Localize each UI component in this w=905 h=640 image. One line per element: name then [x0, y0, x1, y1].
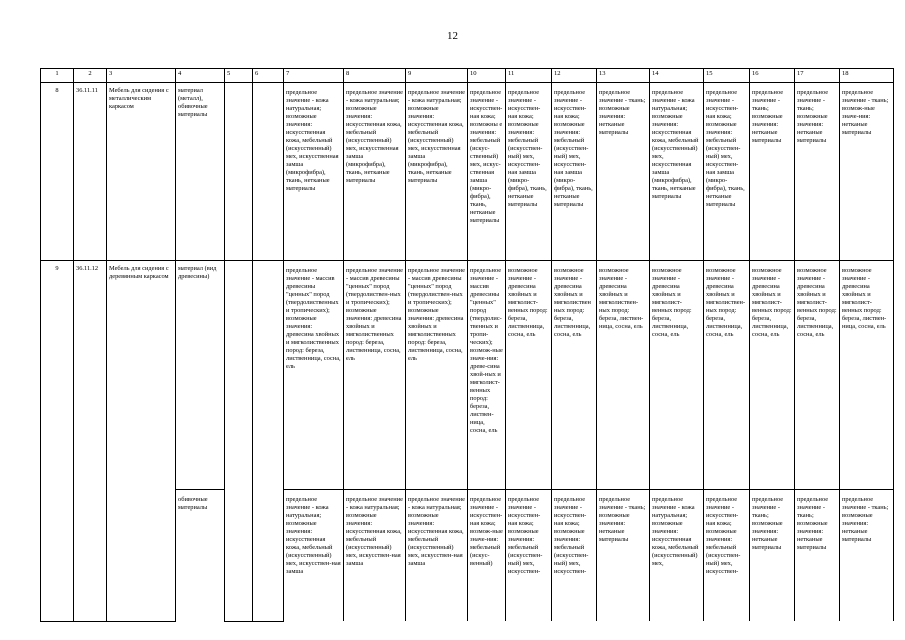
- table-cell: предельное значение - массив древесины "ценных" пород (твердолиствен-ных и тропических); возможные значения: древесина хвойных и мягколиственных пород: береза, лиственница, сосна, ель: [406, 261, 468, 490]
- okpd-code: 36.11.11: [74, 83, 107, 261]
- column-number: 1: [41, 69, 74, 83]
- table-cell: предельное значение - ткань; возможные значения: нетканые материалы: [795, 490, 840, 622]
- column-number: 15: [704, 69, 750, 83]
- table-cell: предельное значение - искусствен-ная кожа; возможные значения: мебельный (искусствен-ный) мех, искусствен-: [704, 490, 750, 622]
- table-row: [41, 83, 894, 261]
- table-cell: возможное значение - древесина хвойных и мягколист-венных пород: береза, лиственница, сосна, ель: [795, 261, 840, 490]
- table-row: [41, 261, 894, 490]
- table-cell: предельное значение - искусствен-ная кожа; возмож-ные значе-ния: мебельный (искус-венный): [468, 490, 506, 622]
- table-cell: предельное значение - искусствен-ная кожа; возможные значения: мебельный (искусствен-ный) мех, искусствен-: [506, 490, 552, 622]
- column-number: 16: [750, 69, 795, 83]
- specification-table: [40, 68, 894, 622]
- characteristic: обивочные материалы: [176, 490, 225, 622]
- table-cell: предельное значение - искусствен-ная кожа; возможные значения: мебельный (искусствен-ный) мех, искусствен-ная замша (микро-фибра), ткань, нетканые материалы: [704, 83, 750, 261]
- table-cell: возможное значение - древесина хвойных и мягколист-венных пород: береза, лиственница, сосна, ель: [506, 261, 552, 490]
- product-name: Мебель для сидения с металлическим каркасом: [107, 83, 176, 261]
- table-cell: предельное значение - искусствен-ная кожа; возможные значения: мебельный (искусствен-ный) мех, искусствен-ная замша (микро-фибра), ткань, нетканые материалы: [552, 83, 597, 261]
- column-number: 5: [225, 69, 253, 83]
- column-number: 8: [344, 69, 406, 83]
- table-cell: предельное значение - кожа натуральная; возможные значения: искусственная кожа, мебельный (искусственный) мех, искусственная замша (микрофибра), ткань, нетканые материалы: [406, 83, 468, 261]
- page-number: 12: [447, 30, 458, 42]
- column-number: 3: [107, 69, 176, 83]
- table-cell: возможное значение - древесина хвойных и мягколиствен-ных пород: береза, лиственница, сосна, ель: [704, 261, 750, 490]
- table-cell: возможное значение - древесина хвойных и мягколист-венных пород: береза, листвен-ница, сосна, ель: [840, 261, 894, 490]
- column-number: 11: [506, 69, 552, 83]
- table-cell: предельное значение - ткань; возможные значения: нетканые материалы: [597, 83, 650, 261]
- product-name: Мебель для сидения с деревянным каркасом: [107, 261, 176, 622]
- column-number: 10: [468, 69, 506, 83]
- table-cell: предельное значение - ткань; возможные значения: нетканые материалы: [750, 490, 795, 622]
- table-cell: возможное значение - древесина хвойных и мягколиствен-ных пород: береза, листвен-ница, сосна, ель: [597, 261, 650, 490]
- table-cell: предельное значение - кожа натуральная; возможные значения: искусственная кожа, мебельный (искусственный) мех, искусствен-ная замша: [344, 490, 406, 622]
- table-cell: предельное значение - ткань; возможные значения: нетканые материалы: [597, 490, 650, 622]
- column-number: 13: [597, 69, 650, 83]
- table-cell: предельное значение - кожа натуральная; возможные значения: искусственная кожа, мебельный (искусственный) мех, искусственная замша (микрофибра), ткань, нетканые материалы: [344, 83, 406, 261]
- column-number: 7: [284, 69, 344, 83]
- column-number-row: [41, 69, 894, 83]
- characteristic: материал (металл), обивочные материалы: [176, 83, 225, 261]
- table-cell: предельное значение - массив древесины "ценных" пород (твердолис-твенных и тропи-ческих); возмож-ные значе-ния: древе-сина хвой-ных и мягколист-венных пород: береза, листвен-ница, сосна, ель: [468, 261, 506, 490]
- column-number: 12: [552, 69, 597, 83]
- table-cell: предельное значение - кожа натуральная; возможные значения: искусственная кожа, мебельный (искусственный) мех, искусствен-ная замша: [406, 490, 468, 622]
- table-cell: [225, 261, 253, 622]
- row-number: 8: [41, 83, 74, 261]
- characteristic: материал (вид древесины): [176, 261, 225, 490]
- table-cell: предельное значение - ткань; возмож-ные значе-ния: нетканые материалы: [840, 83, 894, 261]
- okpd-code: 36.11.12: [74, 261, 107, 622]
- column-number: 14: [650, 69, 704, 83]
- column-number: 18: [840, 69, 894, 83]
- table-cell: возможное значение - древесина хвойных и мягколист-венных пород: береза, лиственница, сосна, ель: [750, 261, 795, 490]
- table-cell: предельное значение - кожа натуральная; возможные значения: искусственная кожа, мебельный (искусственный) мех, искусственная замша (микрофибра), ткань, нетканые материалы: [284, 83, 344, 261]
- table-cell: предельное значение - искусствен-ная кожа; возможные значения: мебельный (искусствен-ный) мех, искусствен-ная замша (микро-фибра), ткань, нетканые материалы: [506, 83, 552, 261]
- table-cell: предельное значение - ткань; возможные значения: нетканые материалы: [840, 490, 894, 622]
- table-cell: предельное значение - искусствен-ная кожа; возможны е значения: мебельный (искус-ственный) мех, искус-ственная замша (микро-фибра), ткань, нетканые материалы: [468, 83, 506, 261]
- table-cell: предельное значение - массив древесины "ценных" пород (твердолиственных и тропических); возможные значения: древесина хвойных и мягколиственных пород: береза, лиственница, сосна, ель: [284, 261, 344, 490]
- table-cell: предельное значение - массив древесины "ценных" пород (твердолиствен-ных и тропических); возможные значения: древесина хвойных и мягколиственных пород: береза, лиственница, сосна, ель: [344, 261, 406, 490]
- row-number: 9: [41, 261, 74, 622]
- table-cell: возможное значение - древесина хвойных и мягколист-венных пород: береза, лиственница, сосна, ель: [650, 261, 704, 490]
- column-number: 2: [74, 69, 107, 83]
- column-number: 17: [795, 69, 840, 83]
- table-cell: предельное значение - кожа натуральная; возможные значения: искусственная кожа, мебельный (искусственный) мех,: [650, 490, 704, 622]
- table-cell: предельное значение - кожа натуральная; возможные значения: искусственная кожа, мебельный (искусственный) мех, искусственная замша (микрофибра), ткань, нетканые материалы: [650, 83, 704, 261]
- column-number: 6: [253, 69, 284, 83]
- table-cell: [253, 261, 284, 622]
- table-cell: предельное значение - ткань; возможные значения: нетканые материалы: [795, 83, 840, 261]
- table-cell: предельное значение - кожа натуральная; возможные значения: искусственная кожа, мебельный (искусственный) мех, искусствен-ная замша: [284, 490, 344, 622]
- column-number: 4: [176, 69, 225, 83]
- table-cell: [225, 83, 253, 261]
- table-cell: предельное значение - искусствен-ная кожа; возможные значения: мебельный (искусствен-ный) мех, искусствен-: [552, 490, 597, 622]
- table-cell: предельное значение - ткань; возможные значения: нетканые материалы: [750, 83, 795, 261]
- table-cell: возможное значение - древесина хвойных и мягколиственных пород: береза, лиственница, сосна, ель: [552, 261, 597, 490]
- column-number: 9: [406, 69, 468, 83]
- table-cell: [253, 83, 284, 261]
